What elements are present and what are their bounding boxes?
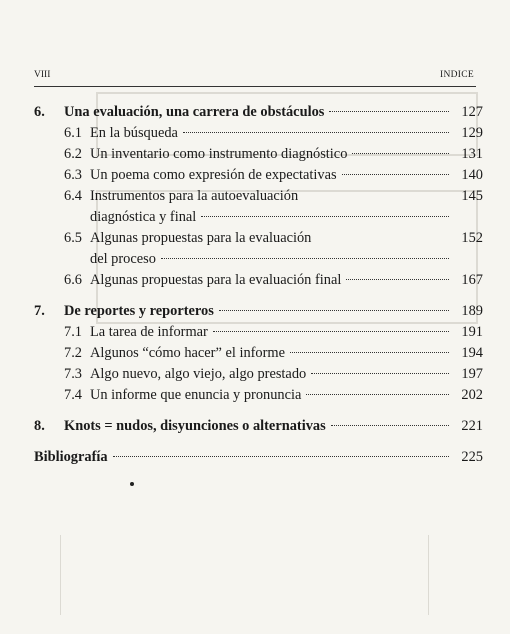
section-number: 6.3	[64, 167, 82, 183]
section-title: Algunos “cómo hacer” el informe	[90, 345, 285, 361]
section-entry	[34, 228, 483, 270]
chapter-page: 189	[461, 303, 483, 319]
chapter-entry	[34, 102, 483, 123]
table-of-contents	[34, 102, 483, 478]
header-rule	[34, 86, 476, 87]
section-page: 167	[461, 272, 483, 288]
page-number: VIII	[34, 70, 51, 80]
chapter-page: 221	[461, 418, 483, 434]
dot-leader	[213, 331, 449, 332]
section-entry	[34, 364, 483, 385]
running-title: INDICE	[440, 70, 474, 80]
bibliography	[34, 447, 483, 468]
section-number: 7.2	[64, 345, 82, 361]
dot-leader	[311, 373, 449, 374]
section-title: Un informe que enuncia y pronuncia	[90, 387, 302, 403]
section-page: 131	[461, 146, 483, 162]
section-page: 152	[461, 230, 483, 246]
dot-leader	[290, 352, 449, 353]
section-title: Un inventario como instrumento diagnóstico	[90, 146, 348, 162]
chapter-entry	[34, 301, 483, 322]
section-title: Algunas propuestas para la evaluación final	[90, 272, 342, 288]
section-title-line2: diagnóstica y final	[90, 209, 197, 225]
dot-leader	[342, 174, 449, 175]
dot-leader	[183, 132, 449, 133]
dot-leader	[329, 111, 449, 112]
dot-leader	[161, 258, 449, 259]
section-title-line1: Algunas propuestas para la evaluación	[90, 230, 312, 246]
chapter-number: 8.	[34, 418, 45, 434]
chapter-7	[34, 301, 483, 406]
section-title-line2: del proceso	[90, 251, 156, 267]
section-entry	[34, 322, 483, 343]
bleed-through-box	[60, 535, 61, 615]
section-page: 129	[461, 125, 483, 141]
chapter-number: 7.	[34, 303, 45, 319]
chapter-page: 127	[461, 104, 483, 120]
dot-leader	[201, 216, 449, 217]
section-entry	[34, 343, 483, 364]
bleed-through-box	[428, 535, 429, 615]
section-entry	[34, 123, 483, 144]
section-entry	[34, 165, 483, 186]
section-title: La tarea de informar	[90, 324, 208, 340]
bibliography-title: Bibliografía	[34, 449, 108, 465]
section-page: 191	[461, 324, 483, 340]
ink-speck	[130, 482, 134, 486]
section-entry	[34, 144, 483, 165]
section-entry	[34, 270, 483, 291]
section-page: 145	[461, 188, 483, 204]
section-entry	[34, 385, 483, 406]
dot-leader	[306, 394, 449, 395]
section-page: 202	[461, 387, 483, 403]
chapter-title: De reportes y reporteros	[64, 303, 214, 319]
section-number: 6.6	[64, 272, 82, 288]
section-number: 7.3	[64, 366, 82, 382]
section-number: 6.1	[64, 125, 82, 141]
dot-leader	[113, 456, 449, 457]
section-title: Algo nuevo, algo viejo, algo prestado	[90, 366, 307, 382]
section-title-line1: Instrumentos para la autoevaluación	[90, 188, 299, 204]
section-number: 6.5	[64, 230, 82, 246]
section-entry	[34, 186, 483, 228]
chapter-number: 6.	[34, 104, 45, 120]
section-number: 6.4	[64, 188, 82, 204]
section-page: 194	[461, 345, 483, 361]
bibliography-page: 225	[461, 449, 483, 465]
section-page: 197	[461, 366, 483, 382]
chapter-entry	[34, 416, 483, 437]
dot-leader	[352, 153, 449, 154]
section-number: 7.4	[64, 387, 82, 403]
section-title: Un poema como expresión de expectativas	[90, 167, 337, 183]
chapter-8	[34, 416, 483, 437]
chapter-title: Una evaluación, una carrera de obstáculos	[64, 104, 325, 120]
chapter-6	[34, 102, 483, 291]
dot-leader	[331, 425, 449, 426]
bibliography-entry	[34, 447, 483, 468]
section-number: 7.1	[64, 324, 82, 340]
dot-leader	[219, 310, 449, 311]
dot-leader	[346, 279, 449, 280]
section-title: En la búsqueda	[90, 125, 178, 141]
section-number: 6.2	[64, 146, 82, 162]
running-header	[34, 70, 474, 82]
section-page: 140	[461, 167, 483, 183]
chapter-title: Knots = nudos, disyunciones o alternativas	[64, 418, 326, 434]
